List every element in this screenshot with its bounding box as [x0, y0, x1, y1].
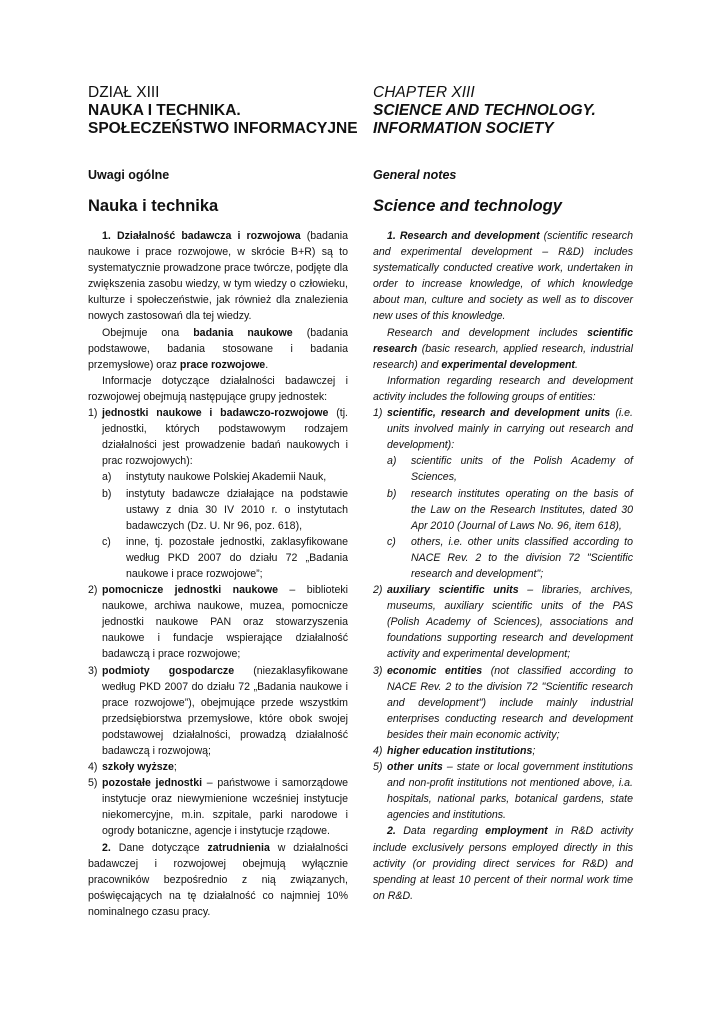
list-item: 1) jednostki naukowe i badawczo-rozwojowe (tj. jednostki, których podstawowym rodzajem działalności jest prowadzenie badań naukowych i prac rozwojowych):: [88, 407, 348, 468]
sub-list-item: a) scientific units of the Polish Academy of Sciences,: [387, 455, 633, 484]
sub-list-item: a) instytuty naukowe Polskiej Akademii Nauk,: [102, 471, 327, 484]
chapter-title-line2: INFORMATION SOCIETY: [373, 120, 554, 137]
body-text: [88, 228, 348, 920]
paragraph-1: 1. Research and development (scientific research and experimental development – R&D) includes systematically conducted creative work, undertaken in order to increase knowledge, of which knowledge about man, culture and society as well as to discover new uses of this knowledge.: [373, 230, 633, 323]
section-heading: Nauka i technika: [88, 197, 219, 215]
sub-list-item: c) others, i.e. other units classified according to NACE Rev. 2 to the division 72 "Scientific research and development";: [387, 535, 633, 580]
list-item: 4) higher education institutions;: [373, 745, 536, 757]
sub-list-item: b) research institutes operating on the basis of the Law on the Research Institutes, dated 30 Apr 2010 (Journal of Laws No. 96, item 618),: [387, 487, 633, 532]
chapter-title-line1: NAUKA I TECHNIKA.: [88, 102, 241, 119]
chapter-label: CHAPTER XIII: [373, 84, 475, 101]
section-heading: Science and technology: [373, 197, 562, 215]
sub-list: [88, 469, 348, 582]
polish-column: [88, 84, 358, 920]
paragraph-2: Research and development includes scientific research (basic research, applied research, industrial research) and experimental development.: [373, 326, 633, 371]
chapter-title-line2: SPOŁECZEŃSTWO INFORMACYJNE: [88, 120, 358, 137]
paragraph-1: 1. Działalność badawcza i rozwojowa (badania naukowe i prace rozwojowe, w skrócie B+R) są to systematycznie prowadzone prace twórcze, podjęte dla zwiększenia zasobu wiedzy, w tym wiedzy o człowieku, kulturze i społeczeństwie, jak również dla znalezienia nowych zastosowań dla tej wiedzy.: [88, 230, 348, 323]
chapter-label: DZIAŁ XIII: [88, 84, 160, 101]
paragraph-2: Obejmuje ona badania naukowe (badania podstawowe, badania stosowane i badania przemysłowe) oraz prace rozwojowe.: [88, 326, 348, 371]
english-column: [373, 84, 633, 904]
paragraph-3: Information regarding research and development activity includes the following groups of entities:: [373, 374, 633, 403]
list-item: 5) other units – state or local government institutions and non-profit institutions not mentioned above, i.a. hospitals, national parks, botanical gardens, state agencies and institutions.: [373, 761, 633, 822]
list-item: 5) pozostałe jednostki – państwowe i samorządowe instytucje oraz niewymienione wcześniej instytucje niekomercyjne, m.in. szpitale, parki narodowe i ogrody botaniczne, agencje i instytucje rządowe.: [88, 777, 348, 838]
body-text: [373, 228, 633, 904]
sub-list: [373, 453, 633, 582]
list-item: 2) pomocnicze jednostki naukowe – biblioteki naukowe, archiwa naukowe, muzea, pomocnicze jednostki naukowe PAN oraz stowarzyszenia naukowe i fundacje wspierające działalność badawczą i prace rozwojowe;: [88, 584, 348, 661]
list-item: 3) podmioty gospodarcze (niezaklasyfikowane według PKD 2007 do działu 72 „Badania naukowe i prace rozwojowe”), obejmujące przede wszystkim przedsiębiorstwa przemysłowe, które obok swojej podstawowej działalności, prowadzą działalność badawczą i rozwojową;: [88, 664, 349, 757]
list-item: 3) economic entities (not classified according to NACE Rev. 2 to the division 72 "Scientific research and development") include mainly industrial enterprises conducting research and development besides their main economic activity;: [373, 664, 634, 741]
sub-list-item: b) instytuty badawcze działające na podstawie ustawy z dnia 30 IV 2010 r. o instytutach badawczych (Dz. U. Nr 96, poz. 618),: [102, 487, 348, 532]
chapter-title-line1: SCIENCE AND TECHNOLOGY.: [373, 102, 596, 119]
list-item: 1) scientific, research and development units (i.e. units involved mainly in carrying out research and development):: [373, 407, 633, 452]
paragraph-4: 2. Data regarding employment in R&D activity include exclusively persons employed directly in this activity (or providing direct services for R&D) and spending at least 10 percent of their normal work time on R&D.: [373, 825, 633, 902]
paragraph-3: Informacje dotyczące działalności badawczej i rozwojowej obejmują następujące grupy jednostek:: [88, 374, 348, 403]
general-notes-heading: Uwagi ogólne: [88, 168, 170, 182]
sub-list-item: c) inne, tj. pozostałe jednostki, zaklasyfikowane według PKD 2007 do działu 72 „Badania naukowe i prace rozwojowe”;: [102, 535, 348, 580]
list-item: 2) auxiliary scientific units – libraries, archives, museums, auxiliary scientific units of the PAS (Polish Academy of Sciences), associations and foundations supporting research and development activity and experimental development;: [373, 584, 633, 661]
general-notes-heading: General notes: [373, 168, 457, 182]
list-item: 4) szkoły wyższe;: [88, 761, 177, 774]
paragraph-4: 2. Dane dotyczące zatrudnienia w działalności badawczej i rozwojowej obejmują wyłącznie pracowników bezpośrednio z nią związanych, poświęcających na tę działalność co najmniej 10% nominalnego czasu pracy.: [88, 841, 348, 918]
